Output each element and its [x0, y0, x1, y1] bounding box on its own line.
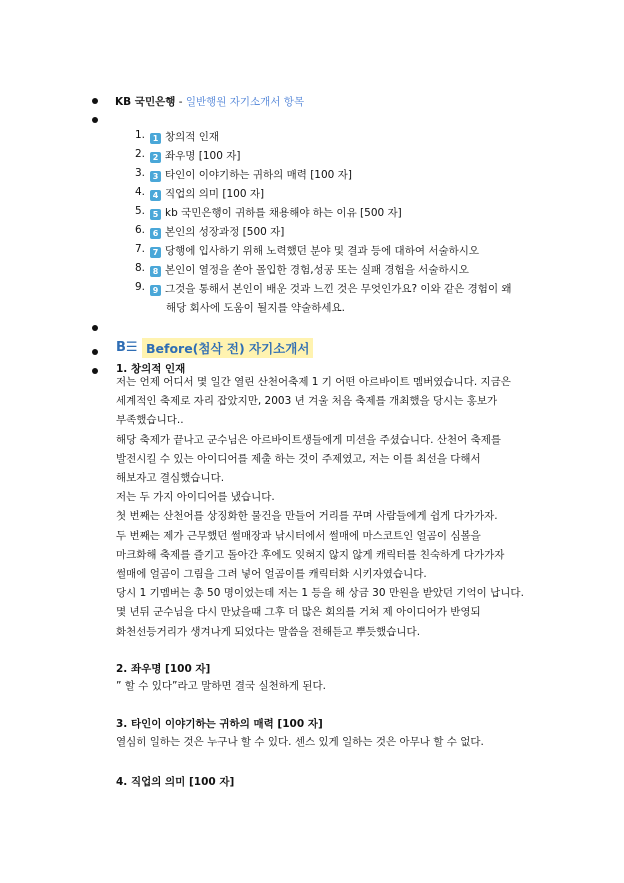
body-line: 첫 번째는 산천어를 상징화한 물건을 만들어 거리를 꾸며 사람들에게 쉽게 다가가자.	[116, 510, 498, 523]
bullet	[92, 368, 98, 374]
list-item	[150, 262, 469, 277]
list-item-text: 그것을 통해서 본인이 배운 것과 느낀 것은 무엇인가요? 이와 같은 경험이 왜	[165, 283, 512, 295]
body-line: 세계적인 축제로 자리 잡았지만, 2003 년 겨울 처음 축제를 개최했을 당시는 홍보가	[116, 395, 498, 408]
body-line: 당시 1 기멤버는 총 50 명이었는데 저는 1 등을 해 상금 30 만원을 받았던 기억이 납니다.	[116, 587, 524, 600]
bullet	[92, 117, 98, 123]
list-item-text: 타인이 이야기하는 귀하의 매력 [100 자]	[165, 169, 352, 181]
list-item	[150, 167, 352, 182]
list-number: 5.	[134, 205, 145, 217]
number-badge-icon: 3	[150, 171, 161, 182]
body-line: 저는 두 가지 아이디어를 냈습니다.	[116, 491, 275, 504]
bullet	[92, 349, 98, 355]
body-line: 열심히 일하는 것은 누구나 할 수 있다. 센스 있게 일하는 것은 아무나 할 수 없다.	[116, 736, 484, 748]
body-line: 화천선등거리가 생겨나게 되었다는 말씀을 전해듣고 뿌듯했습니다.	[116, 625, 421, 638]
bullet	[92, 98, 98, 104]
section-heading: 1. 창의적 인재	[116, 363, 186, 375]
list-number: 2.	[134, 148, 145, 160]
list-item	[150, 148, 240, 163]
list-item-text: 좌우명 [100 자]	[165, 150, 241, 162]
bullet	[92, 325, 98, 331]
list-item	[150, 129, 219, 144]
body-line: 썰매에 얼곰이 그림을 그려 넣어 얼곰이를 캐릭터화 시키자였습니다.	[116, 568, 427, 581]
section-heading: 2. 좌우명 [100 자]	[116, 663, 211, 675]
body-line: ” 할 수 있다”라고 말하면 결국 실천하게 된다.	[116, 680, 327, 692]
section-heading: 3. 타인이 이야기하는 귀하의 매력 [100 자]	[116, 718, 323, 730]
section-body	[116, 677, 536, 696]
number-badge-icon: 1	[150, 133, 161, 144]
number-badge-icon: 8	[150, 266, 161, 277]
number-badge-icon: 5	[150, 209, 161, 220]
body-line: 발전시킬 수 있는 아이디어를 제출 하는 것이 주제였고, 저는 이를 최선을 다해서	[116, 452, 481, 465]
list-item	[150, 224, 284, 239]
body-line: 저는 언제 어디서 몇 일간 열린 산천어축제 1 기 어떤 아르바이트 멤버였습니다. 지금은	[116, 376, 511, 388]
number-badge-icon: 6	[150, 228, 161, 239]
section-body	[116, 373, 536, 642]
page-title	[115, 94, 304, 109]
before-label: Before(첨삭 전) 자기소개서	[142, 338, 313, 358]
before-icon: B☰	[116, 340, 138, 355]
list-item	[150, 186, 264, 201]
list-item	[150, 281, 512, 296]
body-line: 몇 년뒤 군수님을 다시 만났을때 그후 더 많은 회의를 거쳐 제 아이디어가 반영되	[116, 606, 481, 619]
body-line: 해보자고 결심했습니다.	[116, 472, 225, 485]
number-badge-icon: 7	[150, 247, 161, 258]
list-item	[150, 243, 479, 258]
body-line: 부족했습니다..	[116, 414, 184, 427]
list-number: 9.	[134, 281, 145, 293]
list-number: 6.	[134, 224, 145, 236]
list-item-text: 본인의 성장과정 [500 자]	[165, 226, 285, 238]
list-item-text: 본인이 열정을 쏟아 몰입한 경험,성공 또는 실패 경험을 서술하시오	[165, 264, 469, 276]
title-subtitle: 일반행원 자기소개서 항목	[185, 96, 305, 108]
number-badge-icon: 2	[150, 152, 161, 163]
list-number: 3.	[134, 167, 145, 179]
section-body	[116, 733, 536, 752]
list-number: 8.	[134, 262, 145, 274]
body-line: 두 번째는 제가 근무했던 썰매장과 낚시터에서 썰매에 마스코트인 얼곰이 심볼을	[116, 529, 481, 542]
section-heading: 4. 직업의 의미 [100 자]	[116, 776, 235, 788]
list-item-text: kb 국민은행이 귀하를 채용해야 하는 이유 [500 자]	[165, 207, 402, 219]
list-item-text: 직업의 의미 [100 자]	[165, 188, 265, 200]
list-item-text: 창의적 인재	[165, 131, 220, 143]
number-badge-icon: 4	[150, 190, 161, 201]
title-separator: -	[175, 96, 186, 108]
list-number: 4.	[134, 186, 145, 198]
number-badge-icon: 9	[150, 285, 161, 296]
list-item-continuation: 해당 회사에 도움이 될지를 약술하세요.	[166, 302, 345, 314]
list-number: 7.	[134, 243, 145, 255]
list-item-text: 당행에 입사하기 위해 노력했던 분야 및 결과 등에 대하여 서술하시오	[165, 245, 480, 257]
body-line: 마크화해 축제를 즐기고 돌아간 후에도 잊혀지 않지 않게 캐릭터를 친숙하게 다가가자	[116, 548, 505, 561]
list-item	[150, 205, 402, 220]
list-number: 1.	[134, 129, 145, 141]
body-line: 해당 축제가 끝나고 군수님은 아르바이트생들에게 미션을 주셨습니다. 산천어 축제를	[116, 433, 502, 446]
company-name: KB 국민은행	[115, 96, 176, 108]
